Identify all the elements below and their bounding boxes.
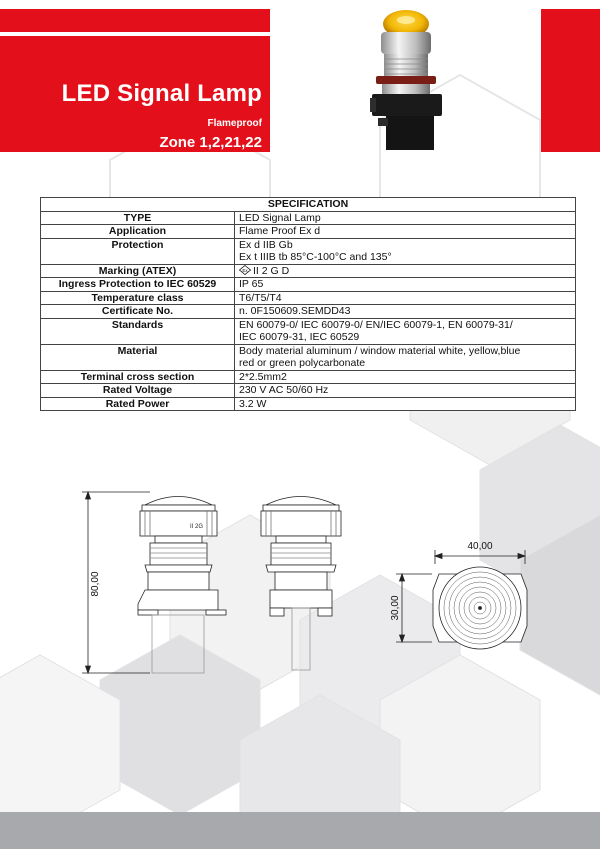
spec-label: Marking (ATEX) <box>41 264 235 278</box>
spec-label: Application <box>41 225 235 239</box>
zone-label: Zone 1,2,21,22 <box>159 134 262 151</box>
spec-label: Terminal cross section <box>41 370 235 384</box>
table-row <box>41 291 576 305</box>
table-row <box>41 278 576 292</box>
table-row <box>41 370 576 384</box>
svg-text:Ex: Ex <box>242 267 248 273</box>
page-title: LED Signal Lamp <box>61 80 262 107</box>
side-view-drawing <box>261 497 341 671</box>
header-accent-bar <box>0 9 270 32</box>
spec-label: Rated Power <box>41 397 235 411</box>
specification-table <box>40 197 576 411</box>
spec-label: Material <box>41 344 235 370</box>
spec-label: Ingress Protection to IEC 60529 <box>41 278 235 292</box>
spec-value: EN 60079-0/ IEC 60079-0/ EN/IEC 60079-1, EN 60079-31/ IEC 60079-31, IEC 60529 <box>235 318 576 344</box>
header-side-block <box>541 9 600 152</box>
spec-value: n. 0F150609.SEMDD43 <box>235 305 576 319</box>
table-row <box>41 397 576 411</box>
width-dimension-label: 40,00 <box>467 541 493 552</box>
table-row <box>41 211 576 225</box>
table-row <box>41 225 576 239</box>
table-row <box>41 318 576 344</box>
spec-value: IP 65 <box>235 278 576 292</box>
spec-label: Temperature class <box>41 291 235 305</box>
page-subtitle: Flameproof <box>207 118 262 129</box>
marking-label: II 2G <box>190 524 204 530</box>
table-row <box>41 305 576 319</box>
technical-drawings <box>70 480 540 690</box>
height-dimension-label: 80,00 <box>90 571 101 597</box>
header-banner <box>0 36 270 152</box>
table-row <box>41 264 576 278</box>
lamp-photo <box>366 6 446 154</box>
table-row <box>41 384 576 398</box>
spec-label: Protection <box>41 238 235 264</box>
table-row <box>41 238 576 264</box>
spec-value: Ex d IIB Gb Ex t IIIB tb 85°C-100°C and 135° <box>235 238 576 264</box>
spec-value: LED Signal Lamp <box>235 211 576 225</box>
spec-label: Standards <box>41 318 235 344</box>
spec-value: 3.2 W <box>235 397 576 411</box>
depth-dimension-label: 30,00 <box>390 595 401 621</box>
spec-value: Ex II 2 G D <box>235 264 576 278</box>
table-header-row <box>41 198 576 212</box>
atex-ex-icon <box>239 265 251 275</box>
spec-label: Rated Voltage <box>41 384 235 398</box>
top-view-drawing <box>396 550 527 649</box>
spec-label: TYPE <box>41 211 235 225</box>
spec-value: 2*2.5mm2 <box>235 370 576 384</box>
table-heading: SPECIFICATION <box>41 198 576 212</box>
spec-value: Body material aluminum / window material white, yellow,blue red or green polycarbonate <box>235 344 576 370</box>
spec-value: T6/T5/T4 <box>235 291 576 305</box>
footer-bar <box>0 812 600 849</box>
spec-value: 230 V AC 50/60 Hz <box>235 384 576 398</box>
table-row <box>41 344 576 370</box>
spec-label: Certificate No. <box>41 305 235 319</box>
front-view-drawing <box>138 497 226 674</box>
spec-value: Flame Proof Ex d <box>235 225 576 239</box>
